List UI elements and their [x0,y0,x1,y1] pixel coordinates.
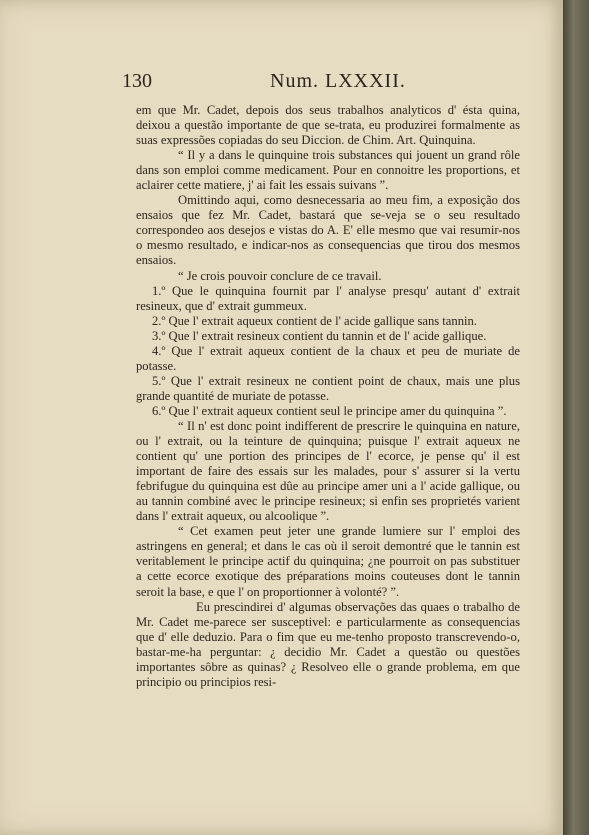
list-item: 1.º Que le quinquina fournit par l' analyse presqu' autant d' extrait resineux, que d' extrait gummeux. [136,283,520,313]
book-edge [563,0,589,835]
paragraph-quote: “ Cet examen peut jeter une grande lumiere sur l' emploi des astringens en general; et dans le cas où il seroit demontré que le tannin est veritablement le principe actif du quinquina; ¿ne pourroit on pas substituer a cette ecorce exotique des préparations moins couteuses dont le tannin seroit la base, e que l' on proportionner à volonté? ”. [136,524,520,599]
list-item: 2.º Que l' extrait aqueux contient de l' acide gallique sans tannin. [152,313,477,328]
list-item: 6.º Que l' extrait aqueux contient seul le principe amer du quinquina ”. [152,403,507,418]
paragraph: Omittindo aqui, como desnecessaria ao meu fim, a exposição dos ensaios que fez Mr. Cadet, bastará que se-veja se o seu resultado correspondeo aos desejos e vistas do A. E' elle mesmo que vai resumir-nos o mesmo resultado, e indicar-nos as consequencias que tirou dos mesmos ensaios. [136,193,520,268]
issue-title: Num. LXXXII. [270,70,406,92]
paragraph-quote: “ Il y a dans le quinquine trois substances qui jouent un grand rôle dans son emploi comme medicament. Pour en connoitre les proportions, et aclairer cette matiere, j' ai fait les essais suivans ”. [136,148,520,193]
paragraph: Eu prescindirei d' algumas observações das quaes o trabalho de Mr. Cadet me-parece ser susceptivel: e particularmente as consequencias que d' elle deduzio. Para o fim que eu me-tenho proposto transcrevendo-o, bastar-me-ha perguntar: ¿ decidio Mr. Cadet a questão ou questões importantes sôbre as quinas? ¿ Resolveo elle o grande problema, em que principio ou principios resi- [136,599,520,689]
page-header [122,70,522,96]
body-text [136,103,520,690]
paragraph: em que Mr. Cadet, depois dos seus trabalhos analyticos d' ésta quina, deixou a questão importante de que se-trata, eu produzirei formalmente as suas expressões copiadas do seu Diccion. de Chim. Art. Quinquina. [136,103,520,148]
paragraph-quote: “ Il n' est donc point indifferent de prescrire le quinquina en nature, ou l' extrait, ou la teinture de quinquina; puisque l' extrait aqueux ne contient qu' une portion des principes de l' ecorce, je pense qu' il est important de faire des essais sur les malades, pour s' assurer si la vertu febrifugue du quinquina est dûe au principe amer uni a l' acide gallique, ou au tannin combiné avec le principe resineux; si enfin ses proprietés varient dans l' extrait aqueux, ou alcoolique ”. [136,418,520,524]
page-number: 130 [122,70,152,92]
list-item: 3.º Que l' extrait resineux contient du tannin et de l' acide gallique. [152,328,487,343]
list-item: 4.º Que l' extrait aqueux contient de la chaux et peu de muriate de potasse. [136,343,520,373]
paragraph-quote: “ Je crois pouvoir conclure de ce travail. [178,268,382,283]
list-item: 5.º Que l' extrait resineux ne contient point de chaux, mais une plus grande quantité de muriate de potasse. [136,373,520,403]
